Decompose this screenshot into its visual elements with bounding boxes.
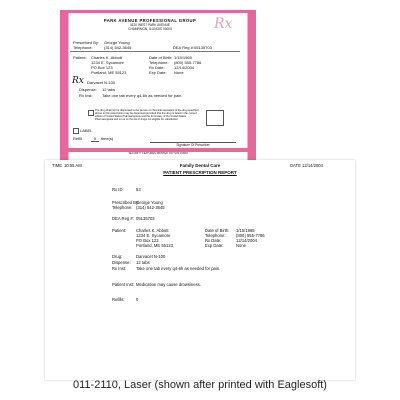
- refill-label: Refill: [73, 136, 82, 141]
- report-refills-value: 0: [136, 297, 139, 302]
- form-dob-label: Date of Birth:: [149, 55, 173, 60]
- report-patient-line-2: 1234 E. Sycamore: [136, 233, 171, 238]
- report-refills-label: Refills:: [112, 297, 125, 302]
- report-rxid-value: 53: [136, 187, 141, 192]
- form-drug-value: Darvacet N-100: [87, 80, 116, 85]
- substitution-notice: The drug shall not be dispensed to the person or chemical equivalent of the drug specified above in this prescription may be dispensed provided that the drug is listed in the current edition of United States Pharmacopoeia and the Formulary of the United States Pharmacopoeia and is not on the list of drugs not eligible for substitution.: [95, 109, 199, 122]
- form-dispense-value: 12 tabs: [102, 87, 116, 92]
- form-rxinst-label: Rx Inst:: [79, 93, 93, 98]
- report-prescriber-value: George Young: [136, 200, 163, 205]
- report-dob-value: 1/15/1965: [236, 228, 255, 233]
- clinic-address-line-1: 4120 WEST PARK AVENUE: [129, 23, 171, 27]
- form-exp-label: Exp Date:: [149, 70, 167, 75]
- report-telephone-label: Telephone:: [112, 205, 133, 210]
- report-time-label: TIME: [52, 163, 63, 168]
- form-ptel-label: Telephone:: [149, 60, 169, 65]
- refill-value[interactable]: 0: [91, 136, 99, 142]
- report-rxinst-label: Rx Inst:: [112, 266, 127, 271]
- report-patient-line-4: Portland, ME 55123: [136, 243, 174, 248]
- rx-symbol: Rx: [72, 76, 84, 86]
- clinic-address-line-2: CHAMPAIGN, ILLINOIS 00000: [128, 27, 172, 31]
- report-dispense-value: 12 tabs: [136, 260, 150, 265]
- form-prescriber-label: Prescribed By:: [73, 40, 100, 45]
- report-dea-label: DEA Reg #:: [112, 216, 134, 221]
- form-prescriber-value: George Young: [104, 40, 130, 45]
- report-time-value: 10:55 AM: [64, 163, 82, 168]
- report-patient-line-1: Charles K. Abbott: [136, 228, 169, 233]
- report-patient-inst-value: Medication may cause drowsiness.: [136, 282, 201, 287]
- form-dob-value: 1/15/1965: [174, 55, 192, 60]
- form-patient-line-2: 1234 E. Sycamore: [91, 60, 124, 65]
- report-drug-value: Darvacet N-100: [136, 254, 166, 259]
- clinic-name: PARK AVENUE PROFESSIONAL GROUP: [103, 18, 197, 23]
- form-patient-line-4: Portland, ME 55123: [91, 70, 127, 75]
- report-ptel-label: Telephone:: [205, 233, 226, 238]
- form-rxinst-value: Take one tab every q4-6h as needed for pain.: [102, 93, 183, 98]
- form-footer-text: SECURITY FEATURES PRINTED ON THIS FORM: [128, 152, 188, 155]
- form-divider: [70, 51, 240, 52]
- report-telephone-value: (314) 542-3645: [136, 205, 165, 210]
- rx-watermark: Rx: [214, 16, 233, 32]
- report-practice: Family Dental Care: [179, 163, 221, 168]
- report-patient-line-3: PO Box 123: [136, 238, 159, 243]
- label-checkbox[interactable]: [73, 128, 79, 134]
- report-patient-label: Patient:: [112, 228, 127, 233]
- initials-box[interactable]: [206, 110, 224, 126]
- refill-suffix: time(s): [101, 136, 114, 141]
- form-rxdate-value: 12/14/2004: [174, 65, 195, 70]
- form-dispense-label: Dispense:: [79, 87, 97, 92]
- form-rxdate-label: Rx Date:: [149, 65, 165, 70]
- form-patient-line-3: PO Box 123: [91, 65, 113, 70]
- report-exp-label: Exp Date:: [205, 243, 224, 248]
- report-date-label: DATE: [290, 163, 301, 168]
- form-top-border: [60, 10, 256, 13]
- report-ptel-value: (800) 555-7786: [236, 233, 265, 238]
- form-telephone-value: (314) 542-3645: [104, 45, 132, 50]
- form-dea-value: 05135703: [194, 45, 212, 50]
- report-drug-label: Drug:: [112, 254, 123, 259]
- report-rxdate-label: Rx Date:: [205, 238, 222, 243]
- report-date-value: 12/14/2004: [302, 163, 323, 168]
- form-telephone-label: Telephone:: [73, 45, 93, 50]
- report-rxinst-value: Take one tab every q4-6h as needed for pain.: [136, 266, 221, 271]
- report-dispense-label: Dispense:: [112, 260, 131, 265]
- form-patient-label: Patient:: [73, 55, 87, 60]
- report-exp-value: None: [236, 243, 247, 248]
- product-caption: 011-2110, Laser (shown after printed with Eaglesoft): [73, 379, 327, 391]
- report-rxdate-value: 12/14/2004: [236, 238, 257, 243]
- report-rxid-label: Rx ID:: [112, 187, 124, 192]
- report-dea-value: 05135703: [136, 216, 155, 221]
- form-patient-line-1: Charles K. Abbott: [91, 55, 123, 60]
- report-prescriber-label: Prescribed By:: [112, 200, 140, 205]
- signature-label: Signature Of Prescriber: [176, 143, 210, 147]
- report-patient-inst-label: Patient Inst:: [112, 282, 135, 287]
- form-dea-label: DEA Reg #:: [173, 45, 194, 50]
- report-title: PATIENT PRESCRIPTION REPORT: [163, 170, 237, 175]
- report-dob-label: Date of Birth:: [205, 228, 230, 233]
- form-exp-value: None: [174, 70, 184, 75]
- form-ptel-value: (800) 555-7786: [174, 60, 202, 65]
- label-checkbox-text: LABEL: [80, 128, 93, 133]
- substitution-checkbox[interactable]: [88, 110, 94, 116]
